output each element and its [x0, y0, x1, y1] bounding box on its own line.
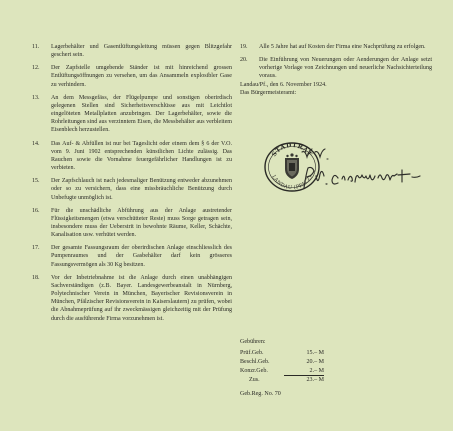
clause-text: Lagerbehälter und Gasentlüftungsleitung müssen gegen Blitzgefahr geschert sein.: [51, 44, 232, 59]
clause-13: [32, 94, 232, 135]
fee-label: Konzr.Geb.: [240, 367, 268, 374]
seal-top-text: STADTRAT: [270, 141, 314, 159]
clause-12: [32, 64, 232, 88]
clause-number: 13.: [32, 94, 40, 101]
fee-row: [240, 349, 350, 358]
right-column: [240, 43, 432, 97]
clause-text: Der Zapfschlauch ist nach jedesmaliger Benützung entweder abzunehmen oder so zu versichern, dass eine missbräuchliche Benützung durch Unbefugte unmöglich ist.: [51, 178, 232, 201]
clause-number: 12.: [32, 65, 40, 72]
fee-total-label: Zus.: [249, 376, 260, 383]
fee-value: 15.– M: [306, 350, 324, 357]
clause-16: [32, 207, 232, 240]
issuing-authority: Das Bürgermeisteramt:: [240, 89, 297, 96]
clause-number: 20.: [240, 57, 248, 64]
clause-15: [32, 177, 232, 201]
signature-initials: [300, 146, 334, 164]
clause-number: 17.: [32, 245, 40, 252]
clause-number: 11.: [32, 44, 40, 50]
clause-11: [32, 43, 232, 59]
fee-total-row: [240, 376, 350, 385]
clause-14: [32, 140, 232, 173]
clause-17: [32, 244, 232, 268]
clause-text: Das Auf- & Abfüllen ist nur bei Tageslicht oder einem dem § 6 der V.O. vom 9. Juni 1902 entsprechenden künstlichen Lichte zulässig. Das Rauchen sowie die Vornahme feuergefährlicher Handlungen ist zu verbieten.: [51, 140, 232, 172]
clause-number: 16.: [32, 207, 40, 214]
mayor-signature: [298, 164, 428, 194]
fees-block: [240, 338, 350, 399]
clause-20: [240, 56, 432, 80]
fee-total-value: 23.– M: [306, 376, 324, 383]
left-column: [32, 43, 232, 328]
place-date: Landau/Pf., den 6. November 1924.: [240, 81, 327, 88]
clause-number: 19.: [240, 44, 248, 50]
clause-number: 18.: [32, 274, 40, 281]
clause-18: [32, 274, 232, 323]
clause-19: [240, 43, 432, 51]
coat-of-arms-icon: [285, 153, 299, 179]
fee-value: 20.– M: [306, 358, 324, 365]
clause-number: 15.: [32, 178, 40, 185]
clause-text: Für die unschädliche Abführung aus der Anlage austretender Flüssigkeitsmengen (etwa verschütteter Reste) muss Sorge getragen sein, insbesondere muss der Ueberstrit in bewohnte Räume, Keller, Schächte, Kanalisation usw. verhütet werden.: [51, 207, 232, 239]
clause-text: Alle 5 Jahre hat auf Kosten der Firma eine Nachprüfung zu erfolgen.: [259, 44, 426, 50]
clause-text: Der gesamte Fassungsraum der oberirdischen Anlage einschliesslich des Pumpenraumes und der Gasbehälter darf kein grösseres Fassungsvermögen als 30 Kg besitzen.: [51, 245, 232, 268]
fee-value: 2.– M: [284, 367, 324, 376]
fee-register-number: Geb.Reg. No. 70: [240, 391, 281, 398]
clause-text: An dem Messgefäss, der Flügelpumpe und sonstigen oberirdisch gelegenen Stellen sind Sicherheitsverschlüsse aus mit Leichtlot eingelöteten Metallplatten anzubringen. Der Lagerbehälter, sowie die Rohrleitungen sind aus verzinntem Eisen, die Messbehälter aus verbleitem Eisenblech herzustellen.: [51, 94, 232, 134]
clause-text: Die Einführung von Neuerungen oder Aenderungen der Anlage setzt vorherige Vorlage von Zeichnungen und neuerliche Nachsichterteilung voraus.: [259, 57, 432, 80]
clause-number: 14.: [32, 140, 40, 147]
fee-row: [240, 367, 350, 376]
clause-text: Vor der Inbetriebnahme ist die Anlage durch einen unabhängigen Sachverständigen (z.B. Bayer. Landesgewerbeanstalt in Nürnberg, Polytechnischer Verein in München, Bayerischer Revisionsverein in München, Pfälzischer Revisionsverein in Kaiserslautern) zu prüfen, wobei die Abnahmeprüfung auf ihr zweckmässigen gleichzeitig mit der Prüfung durch die ausführende Firma vorzunehmen ist.: [51, 274, 232, 322]
fee-label: Prüf.Geb.: [240, 350, 264, 357]
seal-bottom-text: LANDAU (PFALZ): [270, 174, 314, 192]
fee-label: Beschl.Geb.: [240, 358, 270, 365]
fees-heading: Gebühren:: [240, 339, 266, 345]
fee-row: [240, 358, 350, 367]
clause-text: Der Zapfstelle umgebende Ständer ist mit hinreichend grossen Entlüftungsöffnungen zu versehen, um das Ansammeln explosibler Gase zu verhindern.: [51, 65, 232, 88]
